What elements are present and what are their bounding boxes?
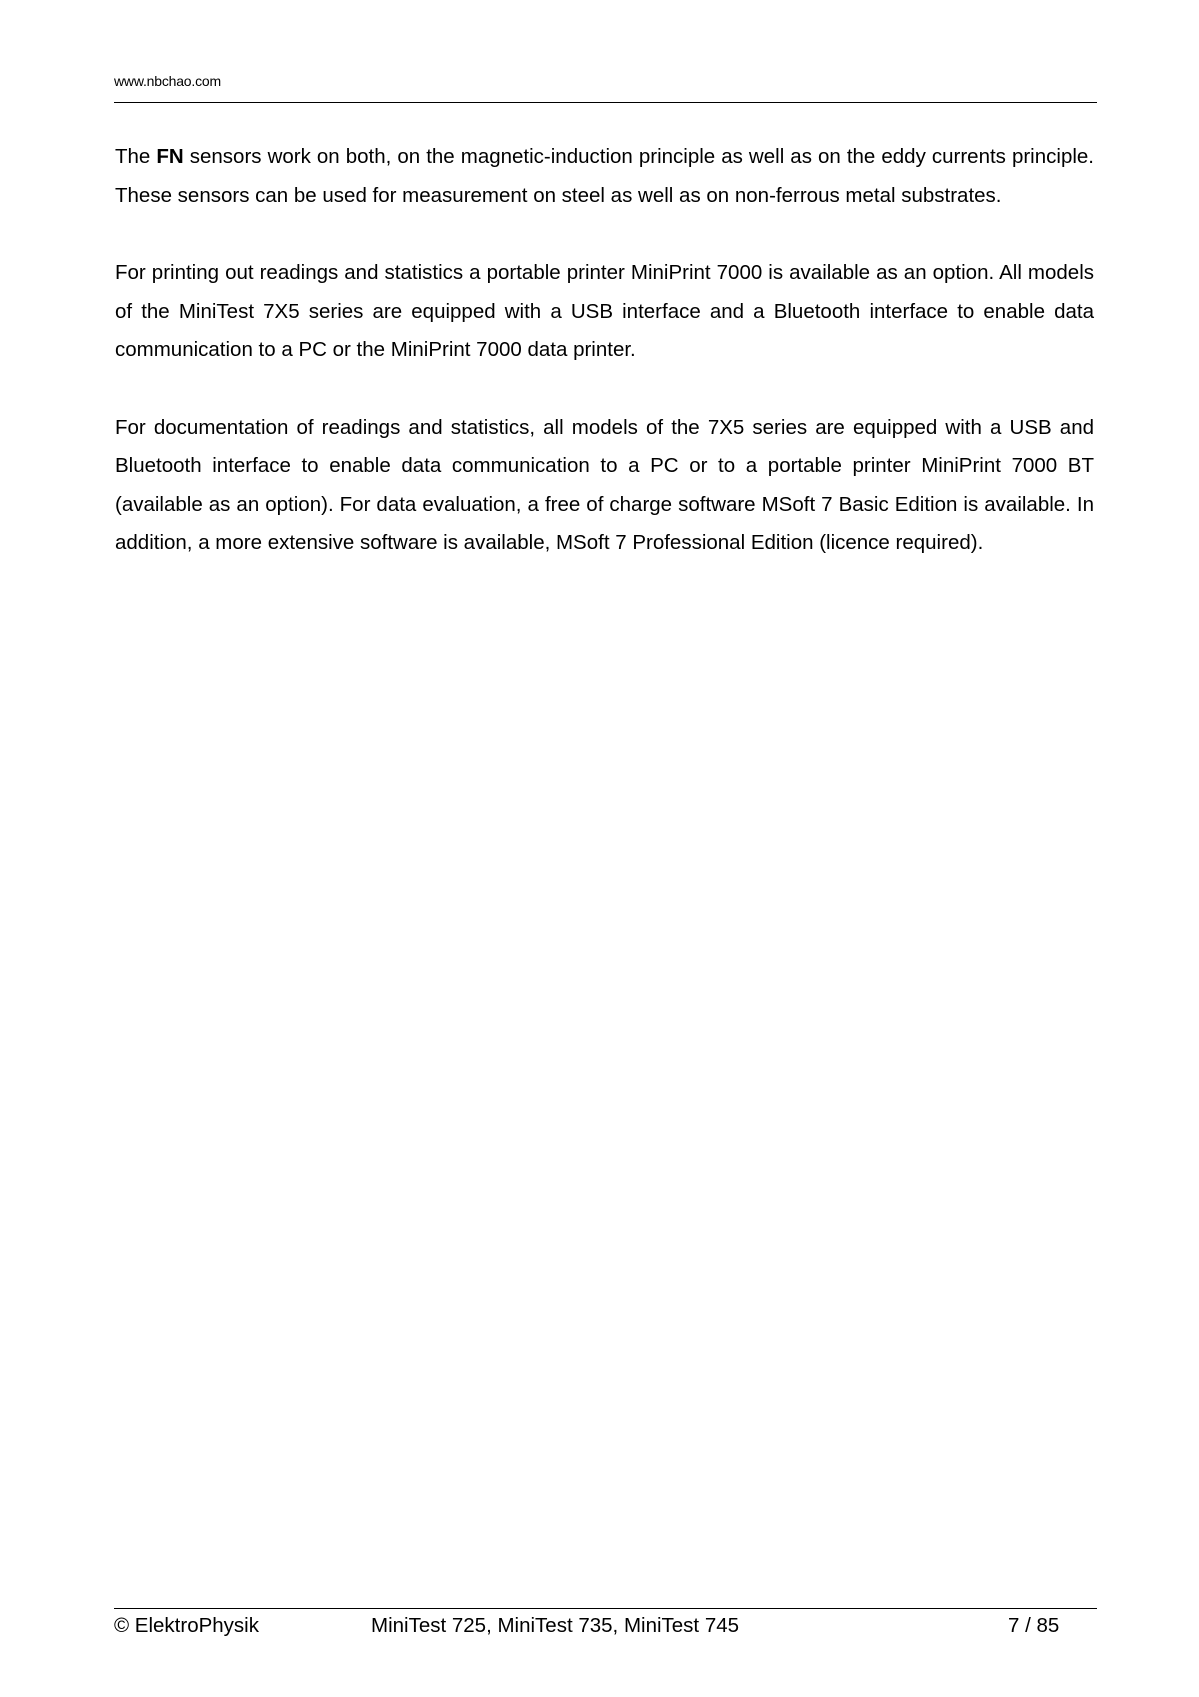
paragraph-fn-bold: FN xyxy=(156,145,184,168)
paragraph-documentation: For documentation of readings and statistics, all models of the 7X5 series are equipped with a USB and Bluetooth interface to enable data communication to a PC or to a portable printer MiniPrint 7000 BT (available as an option). For data evaluation, a free of charge software MSoft 7 Basic Edition is available. In addition, a more extensive software is available, MSoft 7 Professional Edition (licence required). xyxy=(115,415,1094,554)
header-url: www.nbchao.com xyxy=(114,73,221,89)
document-body xyxy=(115,138,1094,602)
paragraph-fn-sensors xyxy=(115,138,1094,215)
paragraph-fn-rest: sensors work on both, on the magnetic-induction principle as well as on the eddy currents principle. These sensors can be used for measurement on steel as well as on non-ferrous metal substrates. xyxy=(115,145,1094,207)
footer-models: MiniTest 725, MiniTest 735, MiniTest 745 xyxy=(371,1614,740,1637)
page-footer xyxy=(114,1608,1097,1649)
page-header xyxy=(114,72,1097,103)
paragraph-printer: For printing out readings and statistics a portable printer MiniPrint 7000 is available as an option. All models of the MiniTest 7X5 series are equipped with a USB interface and a Bluetooth interface to enable data communication to a PC or the MiniPrint 7000 data printer. xyxy=(115,261,1094,361)
footer-copyright: © ElektroPhysik xyxy=(114,1614,259,1637)
paragraph-fn-prefix: The xyxy=(115,145,157,168)
footer-page-number: 7 / 85 xyxy=(1008,1614,1060,1637)
